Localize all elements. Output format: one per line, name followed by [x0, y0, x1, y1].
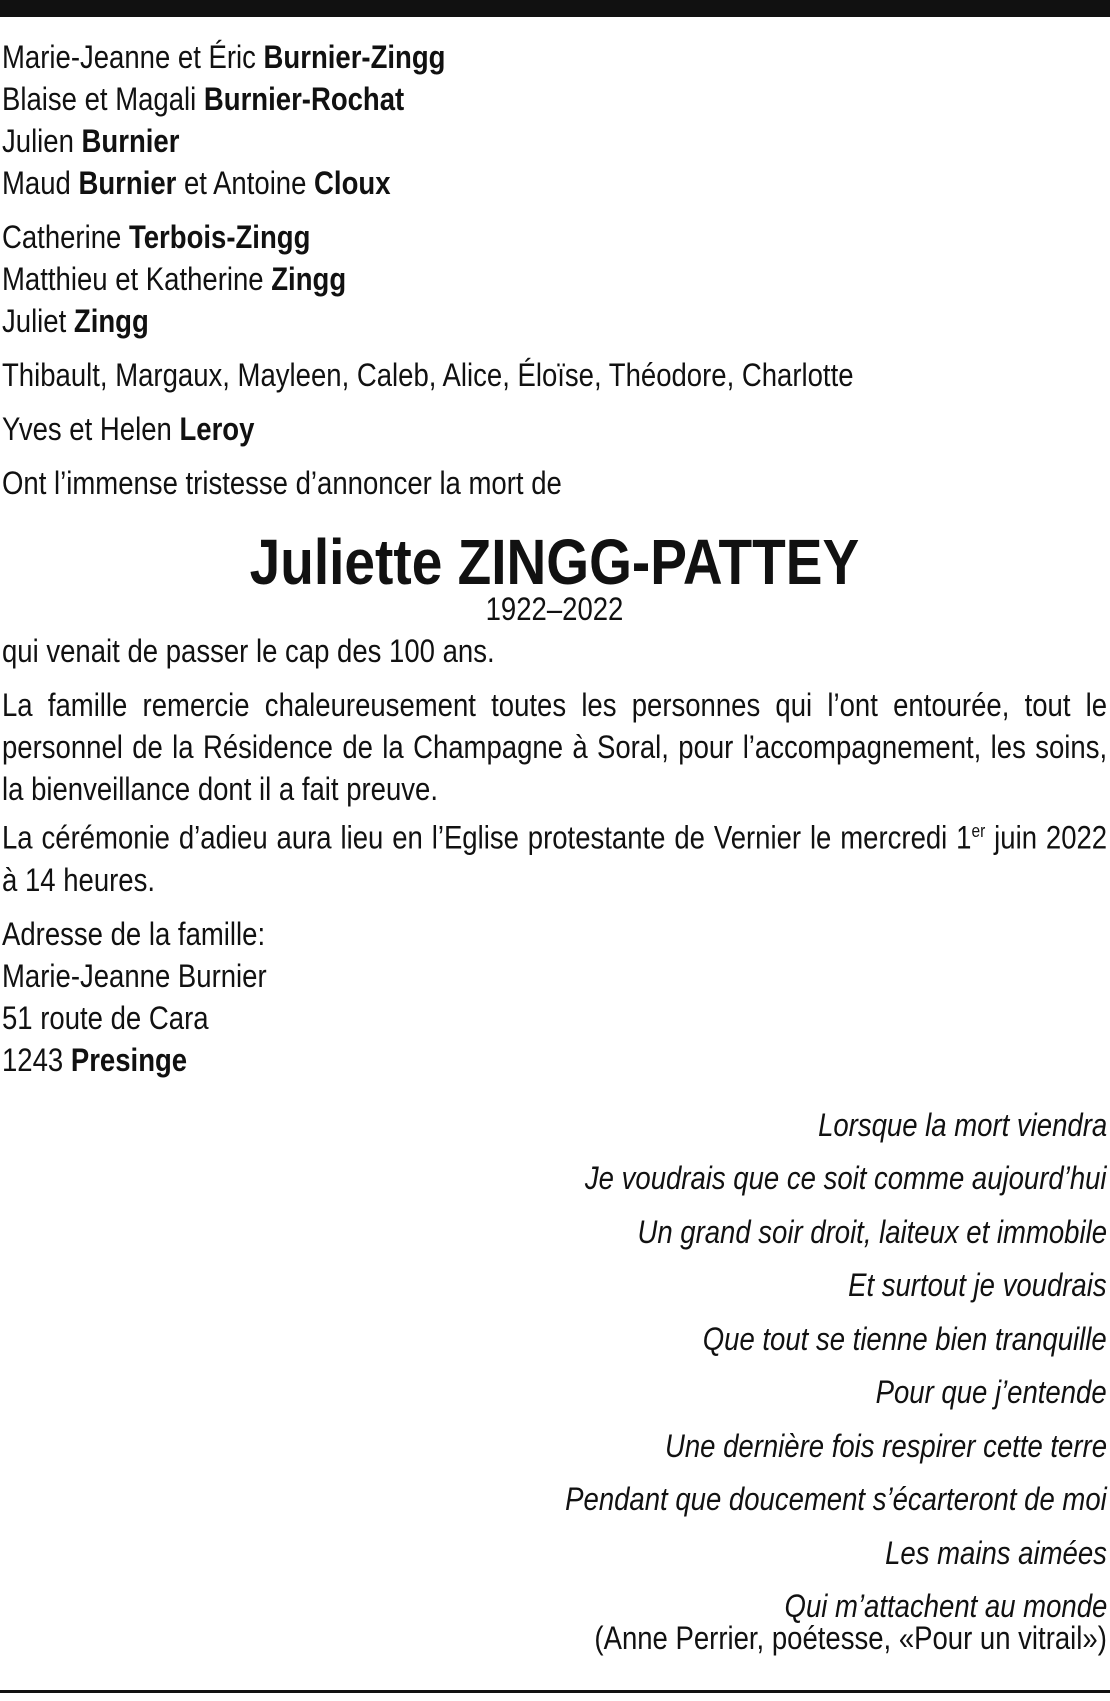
poem-line: Un grand soir droit, laiteux et immobile: [637, 1213, 1107, 1250]
family-group-children: [2, 36, 1107, 204]
family-line: Catherine Terbois-Zingg: [2, 219, 311, 255]
family-line: Juliet Zingg: [2, 303, 149, 339]
family-address: [2, 913, 1107, 1081]
ceremony-paragraph: La cérémonie d’adieu aura lieu en l’Eglise protestante de Vernier le mercredi 1er juin 2022 à 14 heures.: [2, 819, 1108, 898]
grandchildren-line: Thibault, Margaux, Mayleen, Caleb, Alice, Éloïse, Théodore, Charlotte: [2, 357, 854, 393]
poem-line: Pendant que doucement s’écarteront de moi: [565, 1481, 1107, 1518]
age-note: qui venait de passer le cap des 100 ans.: [2, 633, 495, 669]
address-name: Marie-Jeanne Burnier: [2, 957, 267, 994]
poem-line: Qui m’attachent au monde: [784, 1588, 1107, 1625]
thanks-paragraph: La famille remercie chaleureusement toutes les personnes qui l’ont entourée, tout le personnel de la Résidence de la Champagne à Soral, pour l’accompagnement, les soins, la bienveillance dont il a fait preuve.: [2, 687, 1108, 807]
poem-line: Les mains aimées: [885, 1534, 1107, 1571]
deceased-block: [2, 526, 1107, 626]
address-label: Adresse de la famille:: [2, 915, 266, 952]
family-line: Matthieu et Katherine Zingg: [2, 261, 347, 297]
poem-line: Je voudrais que ce soit comme aujourd’hui: [585, 1160, 1107, 1197]
address-street: 51 route de Cara: [2, 999, 209, 1036]
poem-line: Pour que j’entende: [875, 1374, 1107, 1411]
poem-line: Lorsque la mort viendra: [817, 1106, 1107, 1143]
family-line-leroy: Yves et Helen Leroy: [2, 411, 255, 447]
poem-line: Que tout se tienne bien tranquille: [703, 1320, 1107, 1357]
family-line: Maud Burnier et Antoine Cloux: [2, 165, 391, 201]
bottom-rule: [0, 1690, 1110, 1693]
poem-line: Et surtout je voudrais: [848, 1267, 1107, 1304]
address-city: 1243 Presinge: [2, 1041, 188, 1078]
poem: [2, 1099, 1107, 1656]
family-line: Blaise et Magali Burnier-Rochat: [2, 81, 405, 117]
obituary: [2, 36, 1107, 1656]
announcement: Ont l’immense tristesse d’annoncer la mort de: [2, 465, 562, 501]
family-group-zingg: [2, 216, 1107, 342]
family-line: Julien Burnier: [2, 123, 180, 159]
poem-source: (Anne Perrier, poétesse, «Pour un vitrail»): [594, 1619, 1107, 1656]
top-rule: [0, 0, 1110, 17]
poem-line: Une dernière fois respirer cette terre: [664, 1427, 1107, 1464]
family-line: Marie-Jeanne et Éric Burnier-Zingg: [2, 39, 446, 75]
deceased-years: 1922–2022: [485, 591, 624, 627]
deceased-name: Juliette ZINGG-PATTEY: [249, 526, 860, 598]
